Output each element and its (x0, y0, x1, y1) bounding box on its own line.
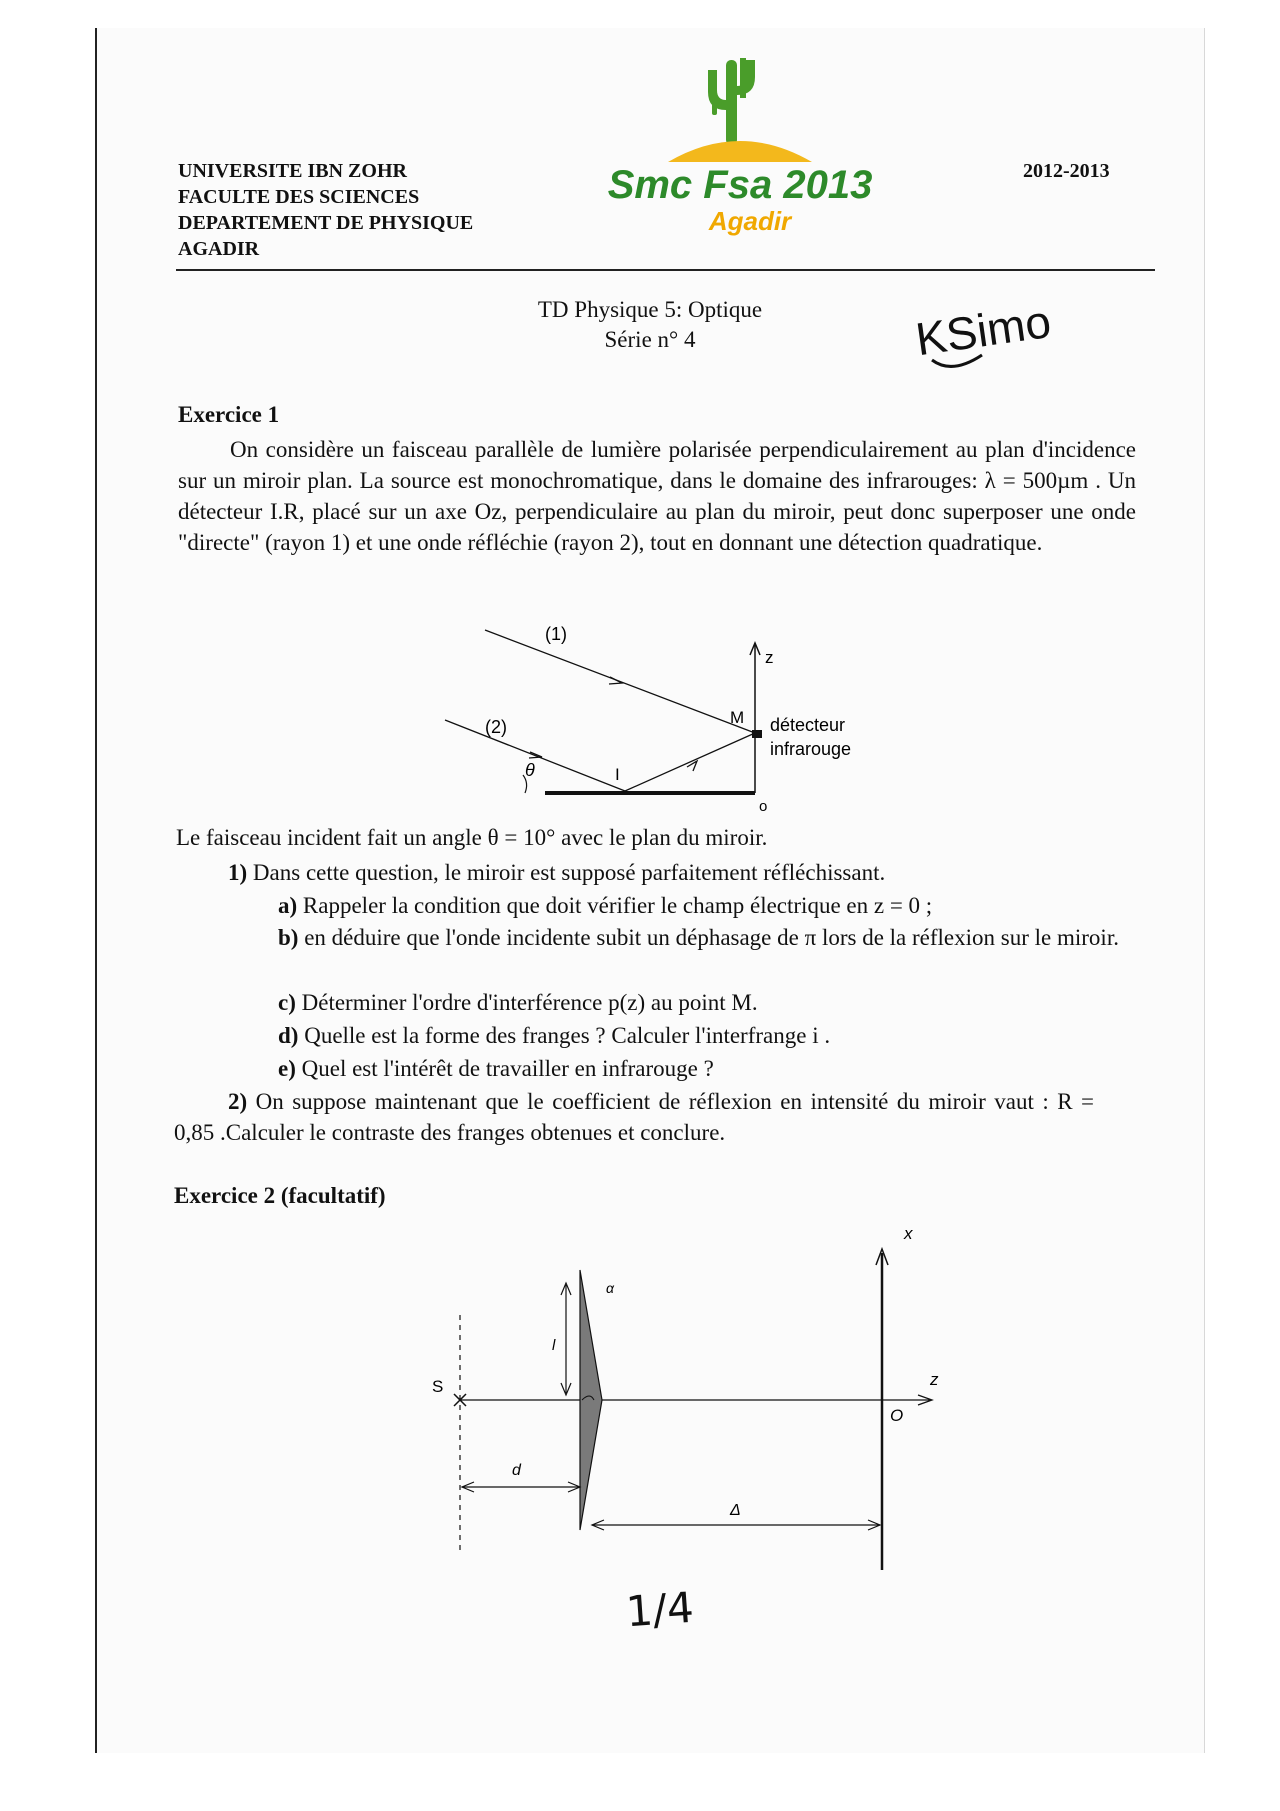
question-label: a) (278, 893, 298, 918)
exercise1-heading: Exercice 1 (178, 402, 280, 427)
detector-label: infrarouge (770, 739, 852, 759)
point-m-label: M (730, 708, 745, 727)
question-text: Quel est l'intérêt de travailler en infrarouge ? (295, 1056, 714, 1081)
question-text: Quelle est la forme des franges ? Calculer l'interfrange i . (298, 1023, 831, 1048)
logo (607, 40, 873, 250)
exercise2-heading: Exercice 2 (facultatif) (174, 1183, 386, 1208)
source-label: S (432, 1377, 444, 1396)
signature-text: KSimo (912, 294, 1054, 366)
page-title (440, 295, 860, 355)
exercise1-intro: On considère un faisceau parallèle de lumière polarisée perpendiculairement au plan d'incidence sur un miroir plan. La source est monochromatique, dans le domaine des infrarouges: λ = 500µm . Un détecteur I.R, placé sur un axe Oz, perpendiculaire au plan du miroir, peut donc superposer une onde "directe" (rayon 1) et une onde réfléchie (rayon 2), tout en donnant une détection quadratique. (178, 437, 1136, 555)
question-1a (278, 890, 932, 921)
question-label: 2) (228, 1089, 248, 1114)
header-divider (176, 269, 1155, 271)
question-text: Dans cette question, le miroir est supposé parfaitement réfléchissant. (247, 860, 886, 885)
question-1e (278, 1053, 714, 1084)
biprism (580, 1270, 602, 1530)
x-axis-label: x (904, 1224, 913, 1243)
d-label: d (512, 1462, 521, 1479)
question-1c (278, 987, 758, 1018)
question-label: 1) (228, 860, 248, 885)
signature (912, 290, 1072, 380)
title-line: Série n° 4 (604, 327, 696, 352)
institution-line: FACULTE DES SCIENCES (178, 186, 420, 208)
question-label: b) (278, 925, 299, 950)
sun-shape (668, 141, 812, 162)
angle-sentence: Le faisceau incident fait un angle θ = 10° avec le plan du miroir. (176, 825, 768, 850)
z-axis-label: z (930, 1370, 939, 1389)
question-1 (228, 857, 885, 888)
alpha-label: α (606, 1280, 614, 1296)
question-text: Déterminer l'ordre d'interférence p(z) au point M. (295, 990, 758, 1015)
angle-label: θ (525, 760, 535, 780)
question-text: en déduire que l'onde incidente subit un déphasage de π lors de la réflexion sur le miroir. (298, 925, 1119, 950)
z-axis-label: z (765, 648, 774, 667)
question-text: On suppose maintenant que le coefficient de réflexion en intensité du miroir vaut : R = 0,85 .Calculer le contraste des franges obtenues et conclure. (174, 1089, 1094, 1145)
institution-line: AGADIR (178, 238, 260, 260)
figure-biprism (420, 1225, 960, 1585)
question-label: c) (278, 990, 296, 1015)
question-text: Rappeler la condition que doit vérifier le champ électrique en z = 0 ; (297, 893, 933, 918)
institution-block (178, 158, 473, 262)
delta-label: Δ (730, 1502, 741, 1519)
cactus-icon (708, 58, 755, 145)
academic-year: 2012-2013 (1023, 160, 1110, 182)
question-1b (228, 922, 1138, 953)
ray1-label: (1) (545, 624, 567, 644)
ray2-label: (2) (485, 717, 507, 737)
point-o-label: o (759, 798, 768, 815)
ray2-reflected (625, 733, 755, 791)
l-label: l (552, 1337, 556, 1354)
question-label: d) (278, 1023, 299, 1048)
detector-marker (752, 730, 762, 738)
title-line: TD Physique 5: Optique (537, 297, 763, 322)
question-2 (174, 1086, 1094, 1148)
point-i-label: I (615, 765, 620, 784)
page-number: 1/4 (624, 1582, 696, 1637)
origin-label: O (890, 1406, 904, 1425)
question-label: e) (278, 1056, 296, 1081)
ray2-incident (445, 720, 625, 791)
figure-interference (425, 615, 852, 815)
detector-label: détecteur (770, 715, 846, 735)
institution-line: DEPARTEMENT DE PHYSIQUE (178, 212, 474, 234)
logo-text: Smc Fsa 2013 (607, 163, 873, 207)
question-1d (278, 1020, 830, 1051)
logo-subtext: Agadir (708, 206, 792, 236)
institution-line: UNIVERSITE IBN ZOHR (178, 160, 407, 182)
